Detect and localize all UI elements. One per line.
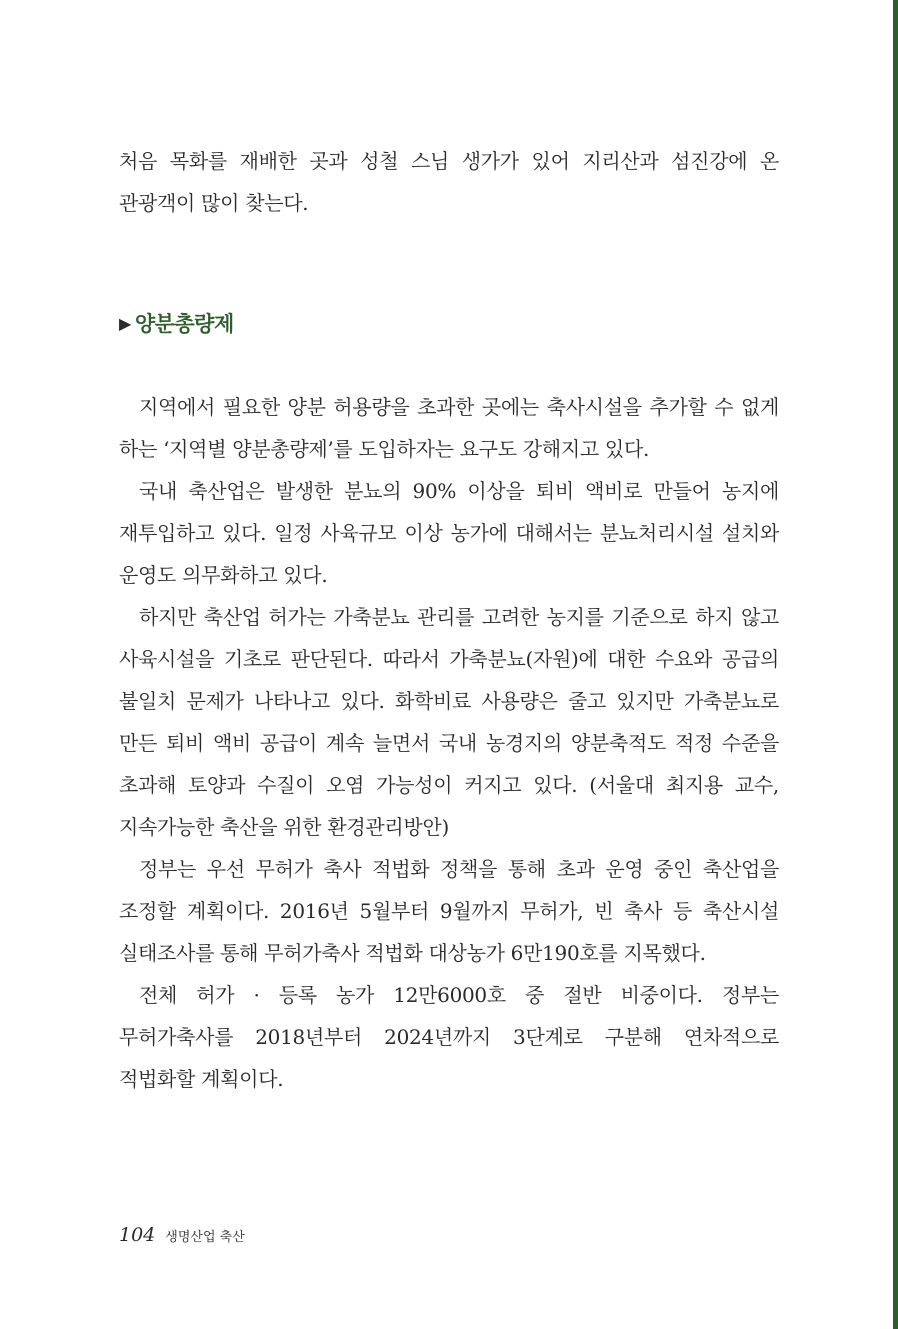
section-heading (119, 308, 234, 338)
triangle-marker-icon: ▶ (119, 313, 131, 333)
paragraph: 정부는 우선 무허가 축사 적법화 정책을 통해 초과 운영 중인 축산업을 조정할 계획이다. 2016년 5월부터 9월까지 무허가, 빈 축사 등 축산시설 실태조사를 통해 무허가축사 적법화 대상농가 6만190호를 지목했다. (119, 857, 779, 965)
intro-block (119, 140, 779, 224)
intro-paragraph: 처음 목화를 재배한 곳과 성철 스님 생가가 있어 지리산과 섬진강에 온 관광객이 많이 찾는다. (119, 149, 779, 215)
paragraph: 전체 허가 · 등록 농가 12만6000호 중 절반 비중이다. 정부는 무허가축사를 2018년부터 2024년까지 3단계로 구분해 연차적으로 적법화할 계획이다. (119, 983, 779, 1091)
paragraph: 하지만 축산업 허가는 가축분뇨 관리를 고려한 농지를 기준으로 하지 않고 사육시설을 기초로 판단된다. 따라서 가축분뇨(자원)에 대한 수요와 공급의 불일치 문제가 나타나고 있다. 화학비료 사용량은 줄고 있지만 가축분뇨로 만든 퇴비 액비 공급이 계속 늘면서 국내 농경지의 양분축적도 적정 수준을 초과해 토양과 수질이 오염 가능성이 커지고 있다. (서울대 최지용 교수, 지속가능한 축산을 위한 환경관리방안) (119, 605, 779, 839)
book-title: 생명산업 축산 (165, 1230, 245, 1245)
paragraph: 국내 축산업은 발생한 분뇨의 90% 이상을 퇴비 액비로 만들어 농지에 재투입하고 있다. 일정 사육규모 이상 농가에 대해서는 분뇨처리시설 설치와 운영도 의무화하고 있다. (119, 479, 779, 587)
page-footer (119, 1224, 245, 1246)
paragraph: 지역에서 필요한 양분 허용량을 초과한 곳에는 축사시설을 추가할 수 없게 하는 ‘지역별 양분총량제’를 도입하자는 요구도 강해지고 있다. (119, 395, 779, 461)
page-number: 104 (119, 1224, 156, 1246)
page-edge-stripe (893, 0, 898, 1329)
body-text (119, 386, 779, 1100)
section-heading-text: 양분총량제 (134, 312, 234, 336)
